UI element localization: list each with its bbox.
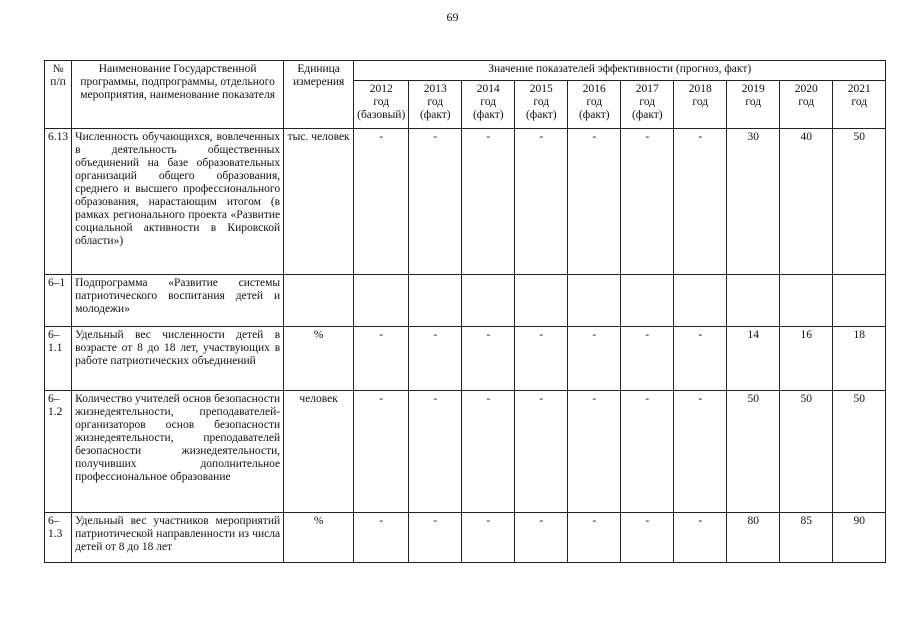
header-year-line: год xyxy=(798,96,815,108)
value-cell-2012: - xyxy=(354,129,409,275)
table-header xyxy=(45,61,886,129)
page-number: 69 xyxy=(446,10,459,24)
header-year-2020 xyxy=(780,81,833,129)
header-year-2021 xyxy=(833,81,886,129)
row-number: 6–1.1 xyxy=(45,327,72,391)
value-cell-2015: - xyxy=(515,391,568,513)
value-cell-2014: - xyxy=(462,327,515,391)
header-year-line: год xyxy=(427,96,444,108)
header-year-line: 2016 xyxy=(582,83,606,95)
header-year-2012 xyxy=(354,81,409,129)
header-year-line: 2019 xyxy=(741,83,765,95)
value-cell-2019: 14 xyxy=(727,327,780,391)
row-number: 6.13 xyxy=(45,129,72,275)
value-cell-2013 xyxy=(409,275,462,327)
header-values: Значение показателей эффективности (прогноз, факт) xyxy=(354,61,886,81)
value-cell-2015 xyxy=(515,275,568,327)
header-year-line: 2020 xyxy=(794,83,818,95)
value-cell-2019: 50 xyxy=(727,391,780,513)
value-cell-2020 xyxy=(780,275,833,327)
value-cell-2020: 40 xyxy=(780,129,833,275)
value-cell-2018 xyxy=(674,275,727,327)
value-cell-2017: - xyxy=(621,513,674,563)
header-year-line: 2018 xyxy=(688,83,712,95)
value-cell-2015: - xyxy=(515,513,568,563)
indicator-unit: человек xyxy=(284,391,354,513)
header-year-line: 2015 xyxy=(529,83,553,95)
value-cell-2020: 16 xyxy=(780,327,833,391)
value-cell-2015: - xyxy=(515,327,568,391)
header-year-line: (факт) xyxy=(525,109,557,121)
header-unit: Единица измерения xyxy=(284,61,354,129)
header-year-line: 2014 xyxy=(476,83,500,95)
value-cell-2012 xyxy=(354,275,409,327)
header-year-line: год xyxy=(373,96,390,108)
header-year-line: 2012 xyxy=(369,83,393,95)
header-year-line: (факт) xyxy=(578,109,610,121)
header-year-line: 2017 xyxy=(635,83,659,95)
value-cell-2013: - xyxy=(409,327,462,391)
header-year-line: (базовый) xyxy=(357,109,406,121)
header-year-line: год xyxy=(586,96,603,108)
header-year-line: (факт) xyxy=(419,109,451,121)
header-year-line: (факт) xyxy=(472,109,504,121)
value-cell-2018: - xyxy=(674,513,727,563)
value-cell-2020: 50 xyxy=(780,391,833,513)
header-year-line: 2021 xyxy=(847,83,871,95)
value-cell-2014 xyxy=(462,275,515,327)
value-cell-2020: 85 xyxy=(780,513,833,563)
value-cell-2013: - xyxy=(409,391,462,513)
value-cell-2017: - xyxy=(621,327,674,391)
table-row xyxy=(45,327,886,391)
indicator-name: Численность обучающихся, вовлеченных в деятельность общественных объединений на базе образовательных организаций общего образования, среднего и высшего профессионального образования, нарастающим итогом (в рамках регионального проекта «Развитие социальной активности в Кировской области») xyxy=(72,129,284,275)
header-year-2019 xyxy=(727,81,780,129)
header-year-line: год xyxy=(533,96,550,108)
header-year-2013 xyxy=(409,81,462,129)
value-cell-2014: - xyxy=(462,129,515,275)
header-year-line: год xyxy=(692,96,709,108)
value-cell-2012: - xyxy=(354,513,409,563)
row-number: 6–1.2 xyxy=(45,391,72,513)
indicator-unit xyxy=(284,275,354,327)
value-cell-2021: 18 xyxy=(833,327,886,391)
header-year-2015 xyxy=(515,81,568,129)
value-cell-2021: 90 xyxy=(833,513,886,563)
header-year-2016 xyxy=(568,81,621,129)
value-cell-2017 xyxy=(621,275,674,327)
header-name: Наименование Государственной программы, подпрограммы, отдельного мероприятия, наименование показателя xyxy=(72,61,284,129)
row-number: 6–1.3 xyxy=(45,513,72,563)
indicator-unit: % xyxy=(284,327,354,391)
row-number: 6–1 xyxy=(45,275,72,327)
indicator-name: Количество учителей основ безопасности жизнедеятельности, преподавателей-организаторов основ безопасности жизнедеятельности, преподавателей безопасности жизнедеятельности, получивших дополнительное профессиональное образование xyxy=(72,391,284,513)
header-year-line: (факт) xyxy=(631,109,663,121)
header-num: № п/п xyxy=(45,61,72,129)
table-row xyxy=(45,513,886,563)
value-cell-2017: - xyxy=(621,129,674,275)
table-row xyxy=(45,391,886,513)
header-year-line: год xyxy=(639,96,656,108)
indicator-name: Подпрограмма «Развитие системы патриотического воспитания детей и молодежи» xyxy=(72,275,284,327)
value-cell-2021: 50 xyxy=(833,391,886,513)
value-cell-2012: - xyxy=(354,391,409,513)
value-cell-2016: - xyxy=(568,391,621,513)
value-cell-2019: 30 xyxy=(727,129,780,275)
value-cell-2016 xyxy=(568,275,621,327)
header-year-2014 xyxy=(462,81,515,129)
value-cell-2017: - xyxy=(621,391,674,513)
indicator-unit: тыс. человек xyxy=(284,129,354,275)
value-cell-2021 xyxy=(833,275,886,327)
value-cell-2012: - xyxy=(354,327,409,391)
value-cell-2014: - xyxy=(462,513,515,563)
value-cell-2016: - xyxy=(568,129,621,275)
header-year-line: год xyxy=(480,96,497,108)
indicator-name: Удельный вес численности детей в возрасте от 8 до 18 лет, участвующих в работе патриотических объединений xyxy=(72,327,284,391)
table-body xyxy=(45,129,886,563)
value-cell-2016: - xyxy=(568,513,621,563)
value-cell-2016: - xyxy=(568,327,621,391)
indicator-name: Удельный вес участников мероприятий патриотической направленности из числа детей от 8 до 18 лет xyxy=(72,513,284,563)
table-row xyxy=(45,275,886,327)
value-cell-2013: - xyxy=(409,129,462,275)
header-year-2017 xyxy=(621,81,674,129)
header-year-line: 2013 xyxy=(423,83,447,95)
indicator-unit: % xyxy=(284,513,354,563)
table-row xyxy=(45,129,886,275)
value-cell-2013: - xyxy=(409,513,462,563)
value-cell-2019: 80 xyxy=(727,513,780,563)
value-cell-2018: - xyxy=(674,327,727,391)
value-cell-2019 xyxy=(727,275,780,327)
value-cell-2015: - xyxy=(515,129,568,275)
indicators-table xyxy=(44,60,886,563)
value-cell-2021: 50 xyxy=(833,129,886,275)
header-year-line: год xyxy=(745,96,762,108)
header-year-2018 xyxy=(674,81,727,129)
header-year-line: год xyxy=(851,96,868,108)
value-cell-2018: - xyxy=(674,129,727,275)
value-cell-2018: - xyxy=(674,391,727,513)
value-cell-2014: - xyxy=(462,391,515,513)
